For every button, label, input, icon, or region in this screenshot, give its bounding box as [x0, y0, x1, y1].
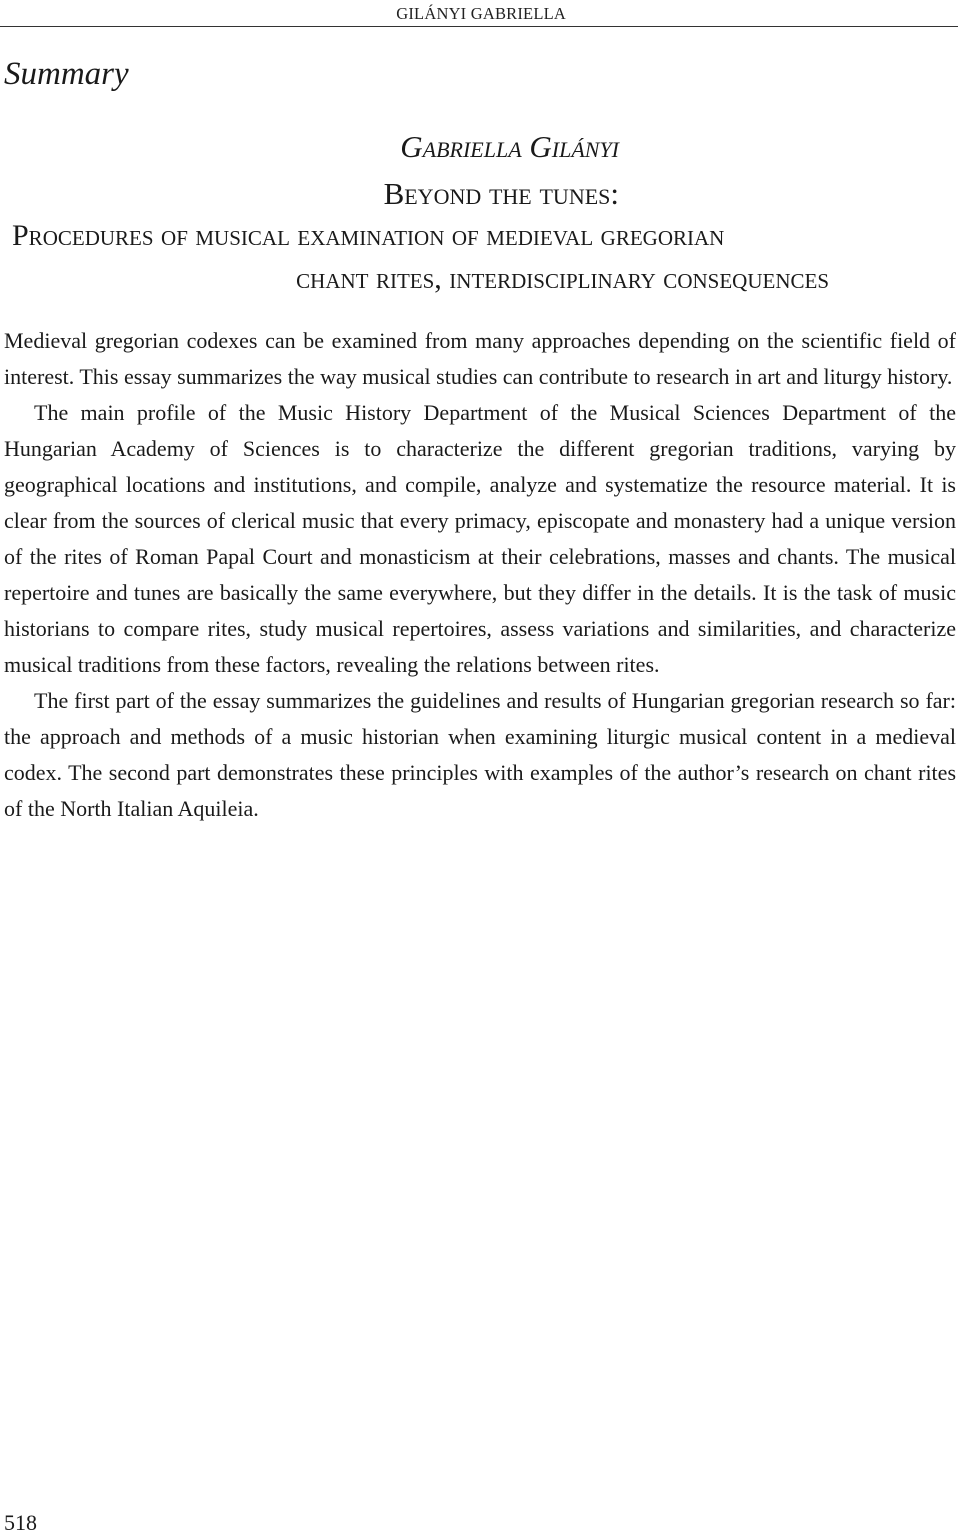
- page-number: 518: [4, 1510, 37, 1535]
- summary-body: [4, 323, 956, 827]
- summary-paragraph-2: The main profile of the Music History Department of the Musical Sciences Department of the Hungarian Academy of Sciences is to characterize the different gregorian traditions, varying by geographical locations and institutions, and compile, analyze and systematize the resource material. It is clear from the sources of clerical music that every primacy, episcopate and monastery had a unique version of the rites of Roman Papal Court and monasticism at their celebrations, masses and chants. The musical repertoire and tunes are basically the same everywhere, but they differ in the details. It is the task of music historians to compare rites, study musical repertoires, assess variations and similarities, and characterize musical traditions from these factors, revealing the relations between rites.: [4, 400, 956, 677]
- summary-paragraph-3: The first part of the essay summarizes the guidelines and results of Hungarian gregorian research so far: the approach and methods of a music historian when examining liturgic musical content in a medieval codex. The second part demonstrates these principles with examples of the author’s research on chant rites of the North Italian Aquileia.: [4, 688, 956, 821]
- article-main-title: Beyond the tunes:: [383, 176, 619, 211]
- running-header-text: GILÁNYI GABRIELLA: [396, 4, 566, 23]
- running-header: [0, 0, 958, 27]
- section-heading: Summary: [4, 56, 129, 92]
- summary-paragraph-1: Medieval gregorian codexes can be examined from many approaches depending on the scientific field of interest. This essay summarizes the way musical studies can contribute to research in art and liturgy history.: [4, 328, 956, 389]
- article-author: Gabriella Gilányi: [400, 129, 619, 164]
- article-subtitle-line-2: chant rites, interdisciplinary consequences: [296, 262, 829, 295]
- article-subtitle-line-1: Procedures of musical examination of medieval gregorian: [12, 219, 725, 252]
